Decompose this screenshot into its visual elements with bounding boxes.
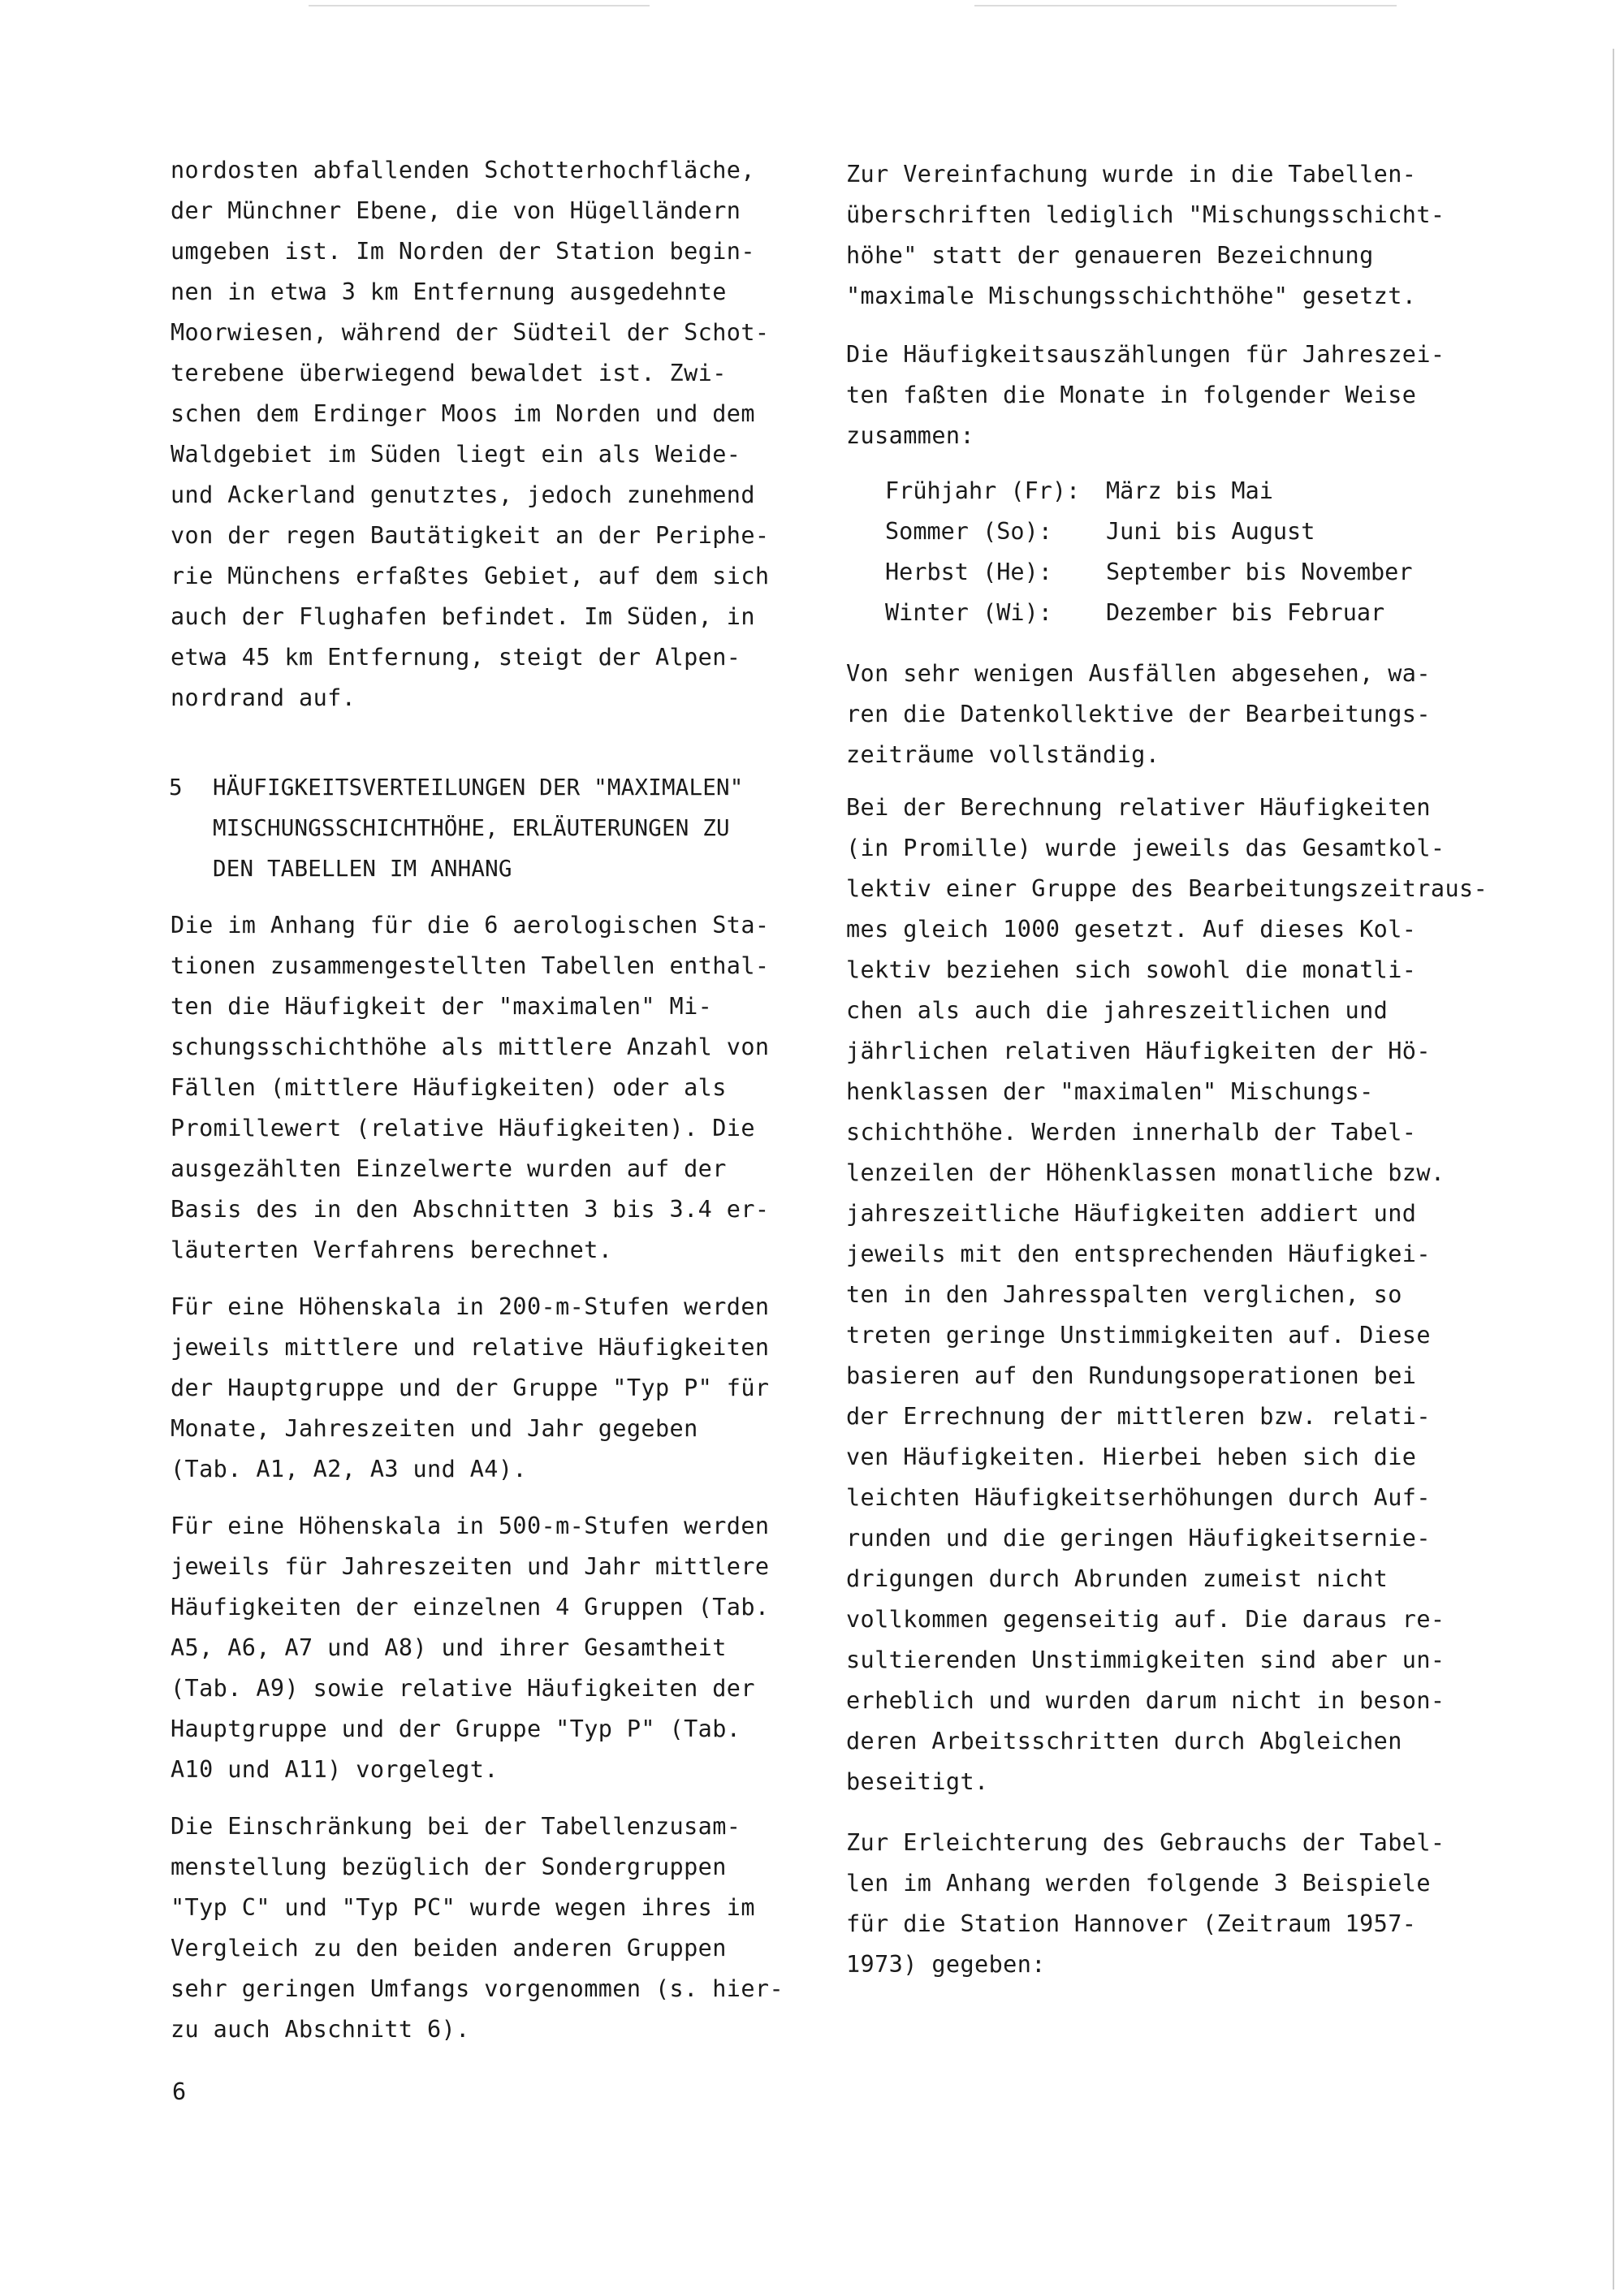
text-line: 1973) gegeben: <box>846 1951 1046 1978</box>
text-line: von der regen Bautätigkeit an der Periphe- <box>171 522 770 549</box>
text-line: umgeben ist. Im Norden der Station begin- <box>171 238 755 265</box>
text-line: vollkommen gegenseitig auf. Die daraus re- <box>846 1606 1445 1633</box>
text-line: mes gleich 1000 gesetzt. Auf dieses Kol- <box>846 916 1417 943</box>
text-line: jeweils für Jahreszeiten und Jahr mittlere <box>171 1553 770 1580</box>
scan-top-line <box>974 5 1397 6</box>
text-line: Zur Vereinfachung wurde in die Tabellen- <box>846 161 1417 188</box>
text-line: deren Arbeitsschritten durch Abgleichen <box>846 1728 1402 1754</box>
text-line: etwa 45 km Entfernung, steigt der Alpen- <box>171 644 741 671</box>
season-range: September bis November <box>1106 559 1413 585</box>
text-line: lenzeilen der Höhenklassen monatliche bzw. <box>846 1159 1445 1186</box>
text-line: A10 und A11) vorgelegt. <box>171 1756 499 1783</box>
text-line: zu auch Abschnitt 6). <box>171 2016 470 2043</box>
text-line: und Ackerland genutztes, jedoch zunehmend <box>171 481 755 508</box>
text-line: nordrand auf. <box>171 684 356 711</box>
text-line: rie Münchens erfaßtes Gebiet, auf dem sich <box>171 563 770 589</box>
text-line: schen dem Erdinger Moos im Norden und dem <box>171 400 755 427</box>
text-line: drigungen durch Abrunden zumeist nicht <box>846 1565 1389 1592</box>
text-line: ausgezählten Einzelwerte wurden auf der <box>171 1155 727 1182</box>
text-line: len im Anhang werden folgende 3 Beispiele <box>846 1870 1431 1897</box>
text-line: terebene überwiegend bewaldet ist. Zwi- <box>171 360 727 386</box>
text-line: jahreszeitliche Häufigkeiten addiert und <box>846 1200 1417 1227</box>
text-line: Hauptgruppe und der Gruppe "Typ P" (Tab. <box>171 1716 741 1742</box>
text-line: Zur Erleichterung des Gebrauchs der Tabel- <box>846 1829 1445 1856</box>
text-line: tionen zusammengestellten Tabellen enthal- <box>171 952 770 979</box>
season-name: Sommer (So): <box>885 518 1052 545</box>
text-line: basieren auf den Rundungsoperationen bei <box>846 1362 1417 1389</box>
text-line: auch der Flughafen befindet. Im Süden, in <box>171 603 755 630</box>
text-line: Die Einschränkung bei der Tabellenzusam- <box>171 1813 741 1840</box>
text-line: lektiv einer Gruppe des Bearbeitungszeitraus- <box>846 875 1488 902</box>
text-line: erheblich und wurden darum nicht in beson- <box>846 1687 1445 1714</box>
text-line: Von sehr wenigen Ausfällen abgesehen, wa- <box>846 660 1431 687</box>
text-line: jeweils mit den entsprechenden Häufigkei- <box>846 1241 1431 1267</box>
text-line: Für eine Höhenskala in 200-m-Stufen werden <box>171 1293 770 1320</box>
text-line: sultierenden Unstimmigkeiten sind aber un- <box>846 1646 1445 1673</box>
text-line: Waldgebiet im Süden liegt ein als Weide- <box>171 441 741 468</box>
text-line: zeiträume vollständig. <box>846 741 1160 768</box>
text-line: der Errechnung der mittleren bzw. relati- <box>846 1403 1431 1430</box>
text-line: "maximale Mischungsschichthöhe" gesetzt. <box>846 283 1417 309</box>
section-number: 5 <box>169 775 183 801</box>
text-line: zusammen: <box>846 422 975 449</box>
text-line: jährlichen relativen Häufigkeiten der Hö- <box>846 1038 1431 1064</box>
text-line: (Tab. A1, A2, A3 und A4). <box>171 1456 527 1482</box>
text-line: ven Häufigkeiten. Hierbei heben sich die <box>846 1444 1417 1470</box>
season-name: Frühjahr (Fr): <box>885 477 1081 504</box>
text-line: leichten Häufigkeitserhöhungen durch Auf- <box>846 1484 1431 1511</box>
text-line: chen als auch die jahreszeitlichen und <box>846 997 1389 1024</box>
page-number: 6 <box>172 2078 187 2105</box>
text-line: Vergleich zu den beiden anderen Gruppen <box>171 1935 727 1962</box>
text-line: henklassen der "maximalen" Mischungs- <box>846 1078 1374 1105</box>
text-line: für die Station Hannover (Zeitraum 1957- <box>846 1910 1417 1937</box>
section-title-line: DEN TABELLEN IM ANHANG <box>213 856 512 882</box>
text-line: Häufigkeiten der einzelnen 4 Gruppen (Tab. <box>171 1594 770 1621</box>
text-line: schichthöhe. Werden innerhalb der Tabel- <box>846 1119 1417 1146</box>
text-line: überschriften lediglich "Mischungsschicht- <box>846 201 1445 228</box>
text-line: Moorwiesen, während der Südteil der Schot- <box>171 319 770 346</box>
text-line: Die Häufigkeitsauszählungen für Jahreszei- <box>846 341 1445 368</box>
section-title-line: MISCHUNGSSCHICHTHÖHE, ERLÄUTERUNGEN ZU <box>213 815 730 841</box>
text-line: höhe" statt der genaueren Bezeichnung <box>846 242 1374 269</box>
text-line: der Münchner Ebene, die von Hügelländern <box>171 197 741 224</box>
text-line: (in Promille) wurde jeweils das Gesamtkol- <box>846 835 1445 861</box>
scan-top-line <box>309 5 650 6</box>
season-name: Herbst (He): <box>885 559 1052 585</box>
text-line: lektiv beziehen sich sowohl die monatli- <box>846 956 1417 983</box>
text-line: ten die Häufigkeit der "maximalen" Mi- <box>171 993 713 1020</box>
text-line: sehr geringen Umfangs vorgenommen (s. hier- <box>171 1975 784 2002</box>
text-line: menstellung bezüglich der Sondergruppen <box>171 1854 727 1880</box>
text-line: runden und die geringen Häufigkeitsernie- <box>846 1525 1431 1552</box>
season-name: Winter (Wi): <box>885 599 1052 626</box>
text-line: Für eine Höhenskala in 500-m-Stufen werden <box>171 1513 770 1539</box>
text-line: nen in etwa 3 km Entfernung ausgedehnte <box>171 278 727 305</box>
text-line: ren die Datenkollektive der Bearbeitungs- <box>846 701 1431 727</box>
text-line: Promillewert (relative Häufigkeiten). Die <box>171 1115 755 1142</box>
text-line: "Typ C" und "Typ PC" wurde wegen ihres im <box>171 1894 755 1921</box>
scan-edge-line <box>1613 49 1614 2290</box>
text-line: Basis des in den Abschnitten 3 bis 3.4 er- <box>171 1196 770 1223</box>
text-line: Bei der Berechnung relativer Häufigkeiten <box>846 794 1431 821</box>
text-line: Die im Anhang für die 6 aerologischen Sta- <box>171 912 770 939</box>
text-line: beseitigt. <box>846 1768 989 1795</box>
text-line: der Hauptgruppe und der Gruppe "Typ P" für <box>171 1375 770 1401</box>
season-range: Dezember bis Februar <box>1106 599 1385 626</box>
text-line: (Tab. A9) sowie relative Häufigkeiten der <box>171 1675 755 1702</box>
text-line: Fällen (mittlere Häufigkeiten) oder als <box>171 1074 727 1101</box>
text-line: A5, A6, A7 und A8) und ihrer Gesamtheit <box>171 1634 727 1661</box>
text-line: ten in den Jahresspalten verglichen, so <box>846 1281 1402 1308</box>
season-range: Juni bis August <box>1106 518 1315 545</box>
text-line: nordosten abfallenden Schotterhochfläche, <box>171 157 755 183</box>
text-line: ten faßten die Monate in folgender Weise <box>846 382 1417 408</box>
text-line: läuterten Verfahrens berechnet. <box>171 1236 613 1263</box>
text-line: treten geringe Unstimmigkeiten auf. Diese <box>846 1322 1431 1349</box>
text-line: jeweils mittlere und relative Häufigkeiten <box>171 1334 770 1361</box>
season-range: März bis Mai <box>1106 477 1273 504</box>
text-line: Monate, Jahreszeiten und Jahr gegeben <box>171 1415 698 1442</box>
text-line: schungsschichthöhe als mittlere Anzahl von <box>171 1034 770 1060</box>
section-title-line: HÄUFIGKEITSVERTEILUNGEN DER "MAXIMALEN" <box>213 775 744 801</box>
